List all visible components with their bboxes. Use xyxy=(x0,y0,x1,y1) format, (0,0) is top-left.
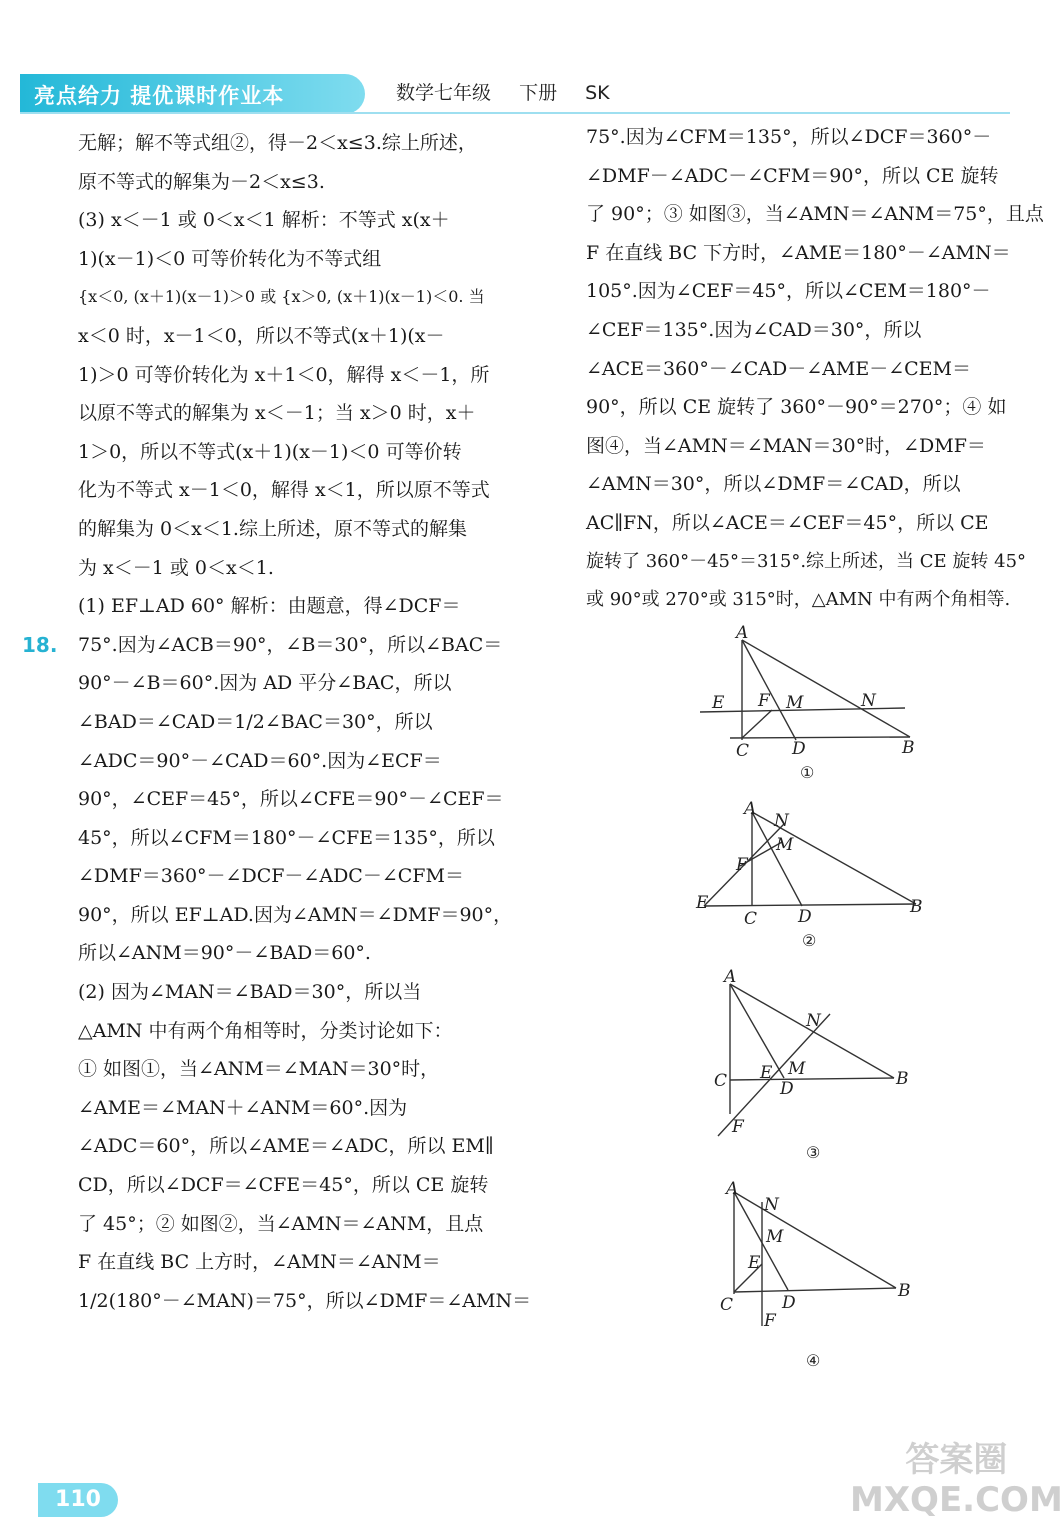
figure-label: A xyxy=(724,967,737,987)
figure-label: B xyxy=(898,1281,911,1301)
header-meta xyxy=(396,78,632,105)
volume-label: 下册 xyxy=(519,82,558,104)
figure-label: D xyxy=(792,739,806,759)
text-line: 45°，所以∠CFM＝180°－∠CFE＝135°，所以 xyxy=(78,826,495,849)
figure-label: A xyxy=(736,623,749,643)
text-line: 以原不等式的解集为 x＜－1；当 x＞0 时，x＋ xyxy=(78,402,476,425)
text-line: F 在直线 BC 下方时，∠AME＝180°－∠AMN＝ xyxy=(586,241,1011,264)
figure-label: B xyxy=(896,1069,909,1089)
text-line: (3) x＜－1 或 0＜x＜1 解析：不等式 x(x＋ xyxy=(78,209,450,232)
page-number: 110 xyxy=(38,1483,118,1517)
figure-label: E xyxy=(748,1253,761,1273)
text-line: ∠CEF＝135°.因为∠CAD＝30°，所以 xyxy=(586,318,922,341)
watermark: 答案圈 MXQE.COM xyxy=(850,1440,1063,1520)
figure-3 xyxy=(690,966,930,1170)
figure-label: N xyxy=(774,811,789,831)
text-line: 90°，所以 EF⊥AD.因为∠AMN＝∠DMF＝90°， xyxy=(78,903,513,926)
text-line: 或 90°或 270°或 315°时，△AMN 中有两个角相等. xyxy=(586,589,1011,611)
text-line: {x＜0, (x＋1)(x－1)＞0 或 {x＞0, (x＋1)(x－1)＜0. 当 xyxy=(78,287,485,307)
figure-label: D xyxy=(780,1079,794,1099)
figure-label: M xyxy=(776,835,794,855)
figure-label: B xyxy=(910,897,923,917)
figure-label: D xyxy=(782,1293,796,1313)
figure-label: N xyxy=(764,1195,779,1215)
figure-label: A xyxy=(744,799,757,819)
text-line: △AMN 中有两个角相等时，分类讨论如下： xyxy=(78,1019,453,1042)
figure-caption: ① xyxy=(800,763,815,782)
figure-label: F xyxy=(764,1311,776,1331)
figure-caption: ③ xyxy=(806,1143,821,1162)
figure-label: C xyxy=(736,741,750,761)
text-line: 了 90°；③ 如图③，当∠AMN＝∠ANM＝75°，且点 xyxy=(586,203,1044,226)
figure-1 xyxy=(690,622,930,786)
text-line: 90°，所以 CE 旋转了 360°－90°＝270°；④ 如 xyxy=(586,396,1007,419)
text-line: 1)＞0 可等价转化为 x＋1＜0，解得 x＜－1，所 xyxy=(78,363,490,386)
figure-4 xyxy=(690,1176,930,1380)
text-line: F 在直线 BC 上方时，∠AMN＝∠ANM＝ xyxy=(78,1251,441,1274)
text-line: 的解集为 0＜x＜1.综上所述，原不等式的解集 xyxy=(78,517,467,540)
figure-label: F xyxy=(732,1117,744,1137)
figure-label: N xyxy=(861,691,876,711)
question-number: 18. xyxy=(22,633,58,657)
figure-label: A xyxy=(726,1179,739,1199)
left-column xyxy=(78,124,532,1320)
edition-label: SK xyxy=(585,82,610,104)
figure-label: E xyxy=(696,893,709,913)
figure-2 xyxy=(690,796,930,960)
text-line: 原不等式的解集为－2＜x≤3. xyxy=(78,170,325,193)
text-line: 图④，当∠AMN＝∠MAN＝30°时，∠DMF＝ xyxy=(586,434,986,457)
figure-label: M xyxy=(788,1059,806,1079)
text-line: ① 如图①，当∠ANM＝∠MAN＝30°时， xyxy=(78,1058,440,1081)
figure-caption: ④ xyxy=(806,1351,821,1370)
text-line: 75°.因为∠CFM＝135°，所以∠DCF＝360°－ xyxy=(586,126,992,148)
text-line: ∠ADC＝90°－∠CAD＝60°.因为∠ECF＝ xyxy=(78,749,442,772)
text-line: (2) 因为∠MAN＝∠BAD＝30°，所以当 xyxy=(78,981,422,1004)
figure-label: E xyxy=(760,1063,773,1083)
figure-label: F xyxy=(758,691,770,711)
text-line: 旋转了 360°－45°＝315°.综上所述，当 CE 旋转 45° xyxy=(586,550,1027,572)
text-line: 1/2(180°－∠MAN)＝75°，所以∠DMF＝∠AMN＝ xyxy=(78,1289,532,1312)
figure-label: N xyxy=(806,1011,821,1031)
text-line: (1) EF⊥AD 60° 解析：由题意，得∠DCF＝ xyxy=(78,595,461,618)
figure-label: E xyxy=(712,693,725,713)
text-line: 105°.因为∠CEF＝45°，所以∠CEM＝180°－ xyxy=(586,280,991,303)
figure-label: B xyxy=(902,738,915,758)
right-column xyxy=(586,118,1044,620)
text-line: x＜0 时，x－1＜0，所以不等式(x＋1)(x－ xyxy=(78,324,445,347)
text-line: ∠ACE＝360°－∠CAD－∠AME－∠CEM＝ xyxy=(586,357,971,380)
figure-label: D xyxy=(798,907,812,927)
text-line: AC∥FN，所以∠ACE＝∠CEF＝45°，所以 CE xyxy=(586,511,989,534)
text-line: ∠DMF＝360°－∠DCF－∠ADC－∠CFM＝ xyxy=(78,865,464,888)
series-title: 亮点给力 提优课时作业本 xyxy=(34,84,285,108)
text-line: 90°，∠CEF＝45°，所以∠CFE＝90°－∠CEF＝ xyxy=(78,788,504,811)
text-line: ∠ADC＝60°，所以∠AME＝∠ADC，所以 EM∥ xyxy=(78,1135,494,1158)
text-line: ∠BAD＝∠CAD＝1/2∠BAC＝30°，所以 xyxy=(78,710,433,733)
figure-label: C xyxy=(714,1071,728,1091)
text-line: 1)(x－1)＜0 可等价转化为不等式组 xyxy=(78,247,382,270)
text-line: ∠AME＝∠MAN＋∠ANM＝60°.因为 xyxy=(78,1096,408,1119)
text-line: 了 45°；② 如图②，当∠AMN＝∠ANM，且点 xyxy=(78,1212,484,1235)
figure-label: C xyxy=(744,909,758,929)
figure-label: M xyxy=(786,693,804,713)
figure-label: F xyxy=(736,855,748,875)
text-line: CD，所以∠DCF＝∠CFE＝45°，所以 CE 旋转 xyxy=(78,1174,489,1197)
text-line: ∠AMN＝30°，所以∠DMF＝∠CAD，所以 xyxy=(586,473,961,496)
figure-caption: ② xyxy=(802,931,817,950)
text-line: 为 x＜－1 或 0＜x＜1. xyxy=(78,556,274,579)
text-line: 75°.因为∠ACB＝90°，∠B＝30°，所以∠BAC＝ xyxy=(78,633,503,656)
text-line: 1＞0，所以不等式(x＋1)(x－1)＜0 可等价转 xyxy=(78,440,462,463)
text-line: 化为不等式 x－1＜0，解得 x＜1，所以原不等式 xyxy=(78,479,490,502)
subject-label: 数学七年级 xyxy=(396,82,492,104)
figure-label: M xyxy=(766,1227,784,1247)
text-line: 无解；解不等式组②，得－2＜x≤3.综上所述， xyxy=(78,132,477,154)
header-divider xyxy=(20,112,1010,114)
figure-label: C xyxy=(720,1295,734,1315)
text-line: 90°－∠B＝60°.因为 AD 平分∠BAC，所以 xyxy=(78,672,452,695)
text-line: 所以∠ANM＝90°－∠BAD＝60°. xyxy=(78,942,371,965)
text-line: ∠DMF－∠ADC－∠CFM＝90°，所以 CE 旋转 xyxy=(586,164,999,187)
